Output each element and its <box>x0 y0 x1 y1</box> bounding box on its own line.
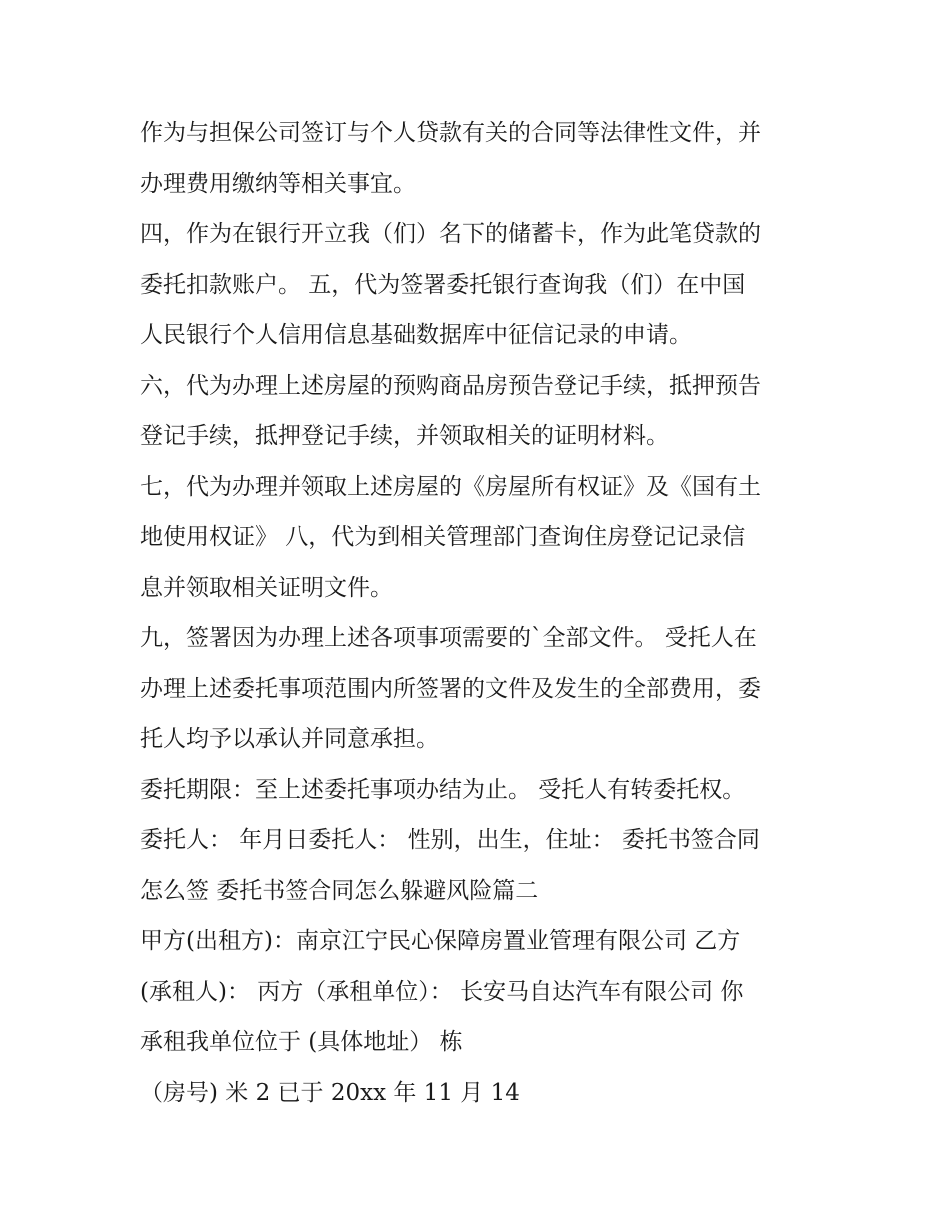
text-line: (承租人)： 丙方（承租单位）： 长安马自达汽车有限公司 你 <box>140 978 744 1005</box>
text-line: 委托扣款账户。 五，代为签署委托银行查询我（们）在中国 <box>140 271 746 298</box>
text-line: 承租我单位位于 (具体地址） 栋 <box>140 1029 463 1055</box>
text-line: 息并领取相关证明文件。 <box>140 574 393 601</box>
text-line: 人民银行个人信用信息基础数据库中征信记录的申请。 <box>140 322 692 348</box>
document-body <box>140 108 820 1118</box>
text-line: 委托期限：至上述委托事项办结为止。 受托人有转委托权。 <box>140 776 746 803</box>
text-line: 甲方(出租方)：南京江宁民心保障房置业管理有限公司 乙方 <box>140 928 741 954</box>
text-line: 地使用权证》 八，代为到相关管理部门查询住房登记记录信 <box>140 524 746 550</box>
text-line: 办理费用缴纳等相关事宜。 <box>140 170 416 197</box>
text-line: 委托人： 年月日委托人： 性别，出生，住址： 委托书签合同 <box>140 827 760 853</box>
text-line: 怎么签 委托书签合同怎么躲避风险篇二 <box>140 877 539 904</box>
text-line: （房号) 米 2 已于 20xx 年 11 月 14 <box>140 1079 520 1106</box>
text-line: 四，作为在银行开立我（们）名下的储蓄卡，作为此笔贷款的 <box>140 221 761 247</box>
text-line: 托人均予以承认并同意承担。 <box>140 726 439 752</box>
text-line: 七，代为办理并领取上述房屋的《房屋所有权证》及《国有土 <box>140 473 761 500</box>
text-line: 办理上述委托事项范围内所签署的文件及发生的全部费用，委 <box>140 675 761 702</box>
text-line: 登记手续，抵押登记手续，并领取相关的证明材料。 <box>140 423 669 449</box>
text-line: 六，代为办理上述房屋的预购商品房预告登记手续，抵押预告 <box>140 372 761 399</box>
text-line: 九，签署因为办理上述各项事项需要的`全部文件。 受托人在 <box>140 625 757 651</box>
text-line: 作为与担保公司签订与个人贷款有关的合同等法律性文件，并 <box>140 120 761 146</box>
